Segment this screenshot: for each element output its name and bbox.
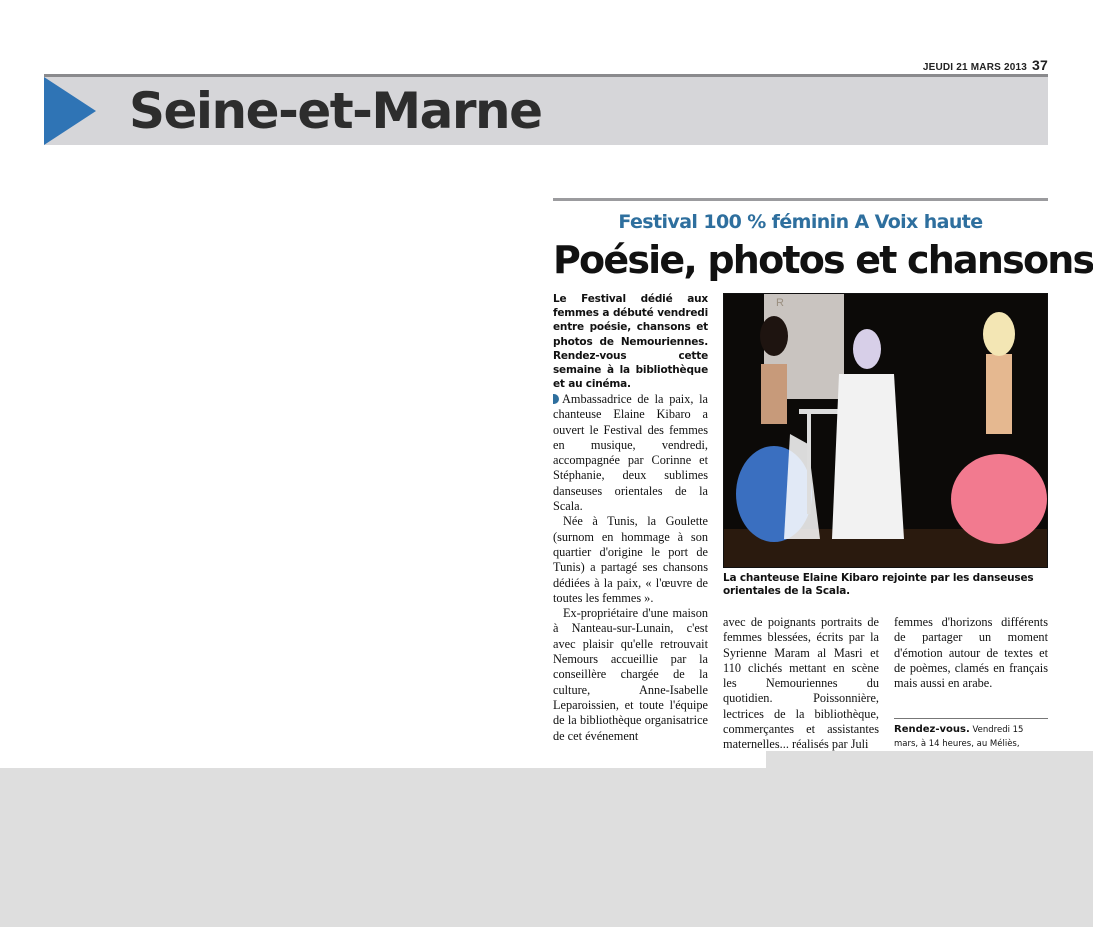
rendezvous-label: Rendez-vous. xyxy=(894,724,970,735)
article-photo xyxy=(723,293,1048,568)
page-dateline xyxy=(923,57,1048,73)
article-top-rule xyxy=(553,198,1048,201)
rendezvous-rule xyxy=(894,718,1048,719)
rendezvous-text: Vendredi 15 mars, à 14 heures, au Méliès, xyxy=(894,725,1024,749)
section-banner xyxy=(44,74,1048,145)
article-kicker: Festival 100 % féminin A Voix haute xyxy=(618,211,983,233)
article-column-2: avec de poignants portraits de femmes blessées, écrits par la Syrienne Maram al Masri et 110 clichés mettant en scène les Nemouriennes du quotidien. Poissonnière, lectrices de la bibliothèque, commerçantes et assistantes maternelles... réalisés par Juli xyxy=(723,615,879,752)
play-arrow-icon xyxy=(44,77,96,145)
svg-text:R: R xyxy=(776,297,784,309)
article-column-1 xyxy=(553,392,708,766)
article-headline: Poésie, photos et chansons xyxy=(553,238,1093,282)
photo-caption: La chanteuse Elaine Kibaro rejointe par les danseuses orientales de la Scala. xyxy=(723,572,1034,597)
paragraph-2: Née à Tunis, la Goulette (surnom en hommage à son quartier d'origine le port de Tunis) a partagé ses chansons dédiées à la paix, « l'œuvre de toutes les femmes ». xyxy=(553,514,708,605)
paragraph-3: Ex-propriétaire d'une maison à Nanteau-sur-Lunain, c'est avec plaisir qu'elle retrouvait Nemours accueillie par la conseillère chargée de la culture, Anne-Isabelle Leparoissien, et toute l'équipe de la bibliothèque organisatrice de cet événement xyxy=(553,606,708,743)
article-column-3: femmes d'horizons différents de partager un moment d'émotion autour de textes et de poèmes, clamés en français mais aussi en arabe. xyxy=(894,615,1048,691)
paragraph-1: Ambassadrice de la paix, la chanteuse Elaine Kibaro a ouvert le Festival des femmes en musique, vendredi, accompagnée par Corinne et Stéphanie, deux sublimes danseuses orientales de la Scala. xyxy=(553,392,708,514)
article-lead: Le Festival dédié aux femmes a débuté vendredi entre poésie, chansons et photos de Nemouriennes. Rendez-vous cette semaine à la bibliothèque et au cinéma. xyxy=(553,293,708,391)
paragraph-bullet-icon xyxy=(553,394,559,404)
page-number: 37 xyxy=(1032,57,1048,73)
date-text: JEUDI 21 MARS 2013 xyxy=(922,62,1028,73)
crop-overlay xyxy=(0,768,1093,927)
section-title: Seine-et-Marne xyxy=(129,82,542,140)
